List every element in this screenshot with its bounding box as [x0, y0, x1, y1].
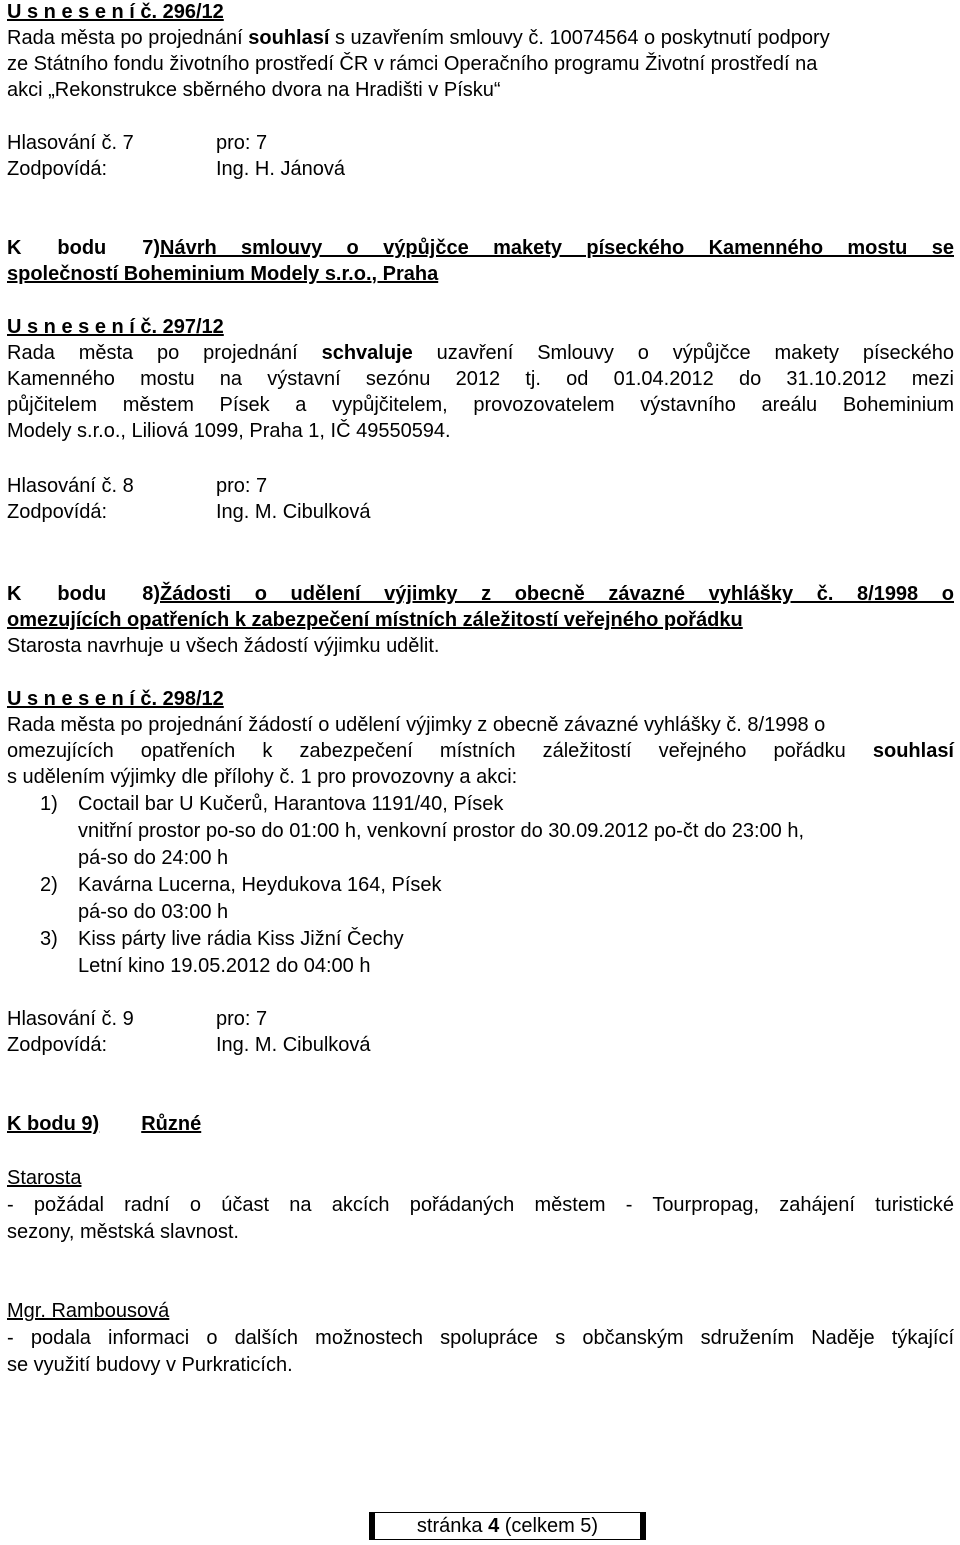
- resolution-297-line-4: Modely s.r.o., Liliová 1099, Praha 1, IČ 49550594.: [7, 420, 451, 442]
- responsible-line-8: [7, 499, 371, 525]
- vote-line-9: [7, 1006, 267, 1032]
- resolution-297-line-2: Kamenného mostu na výstavní sezónu 2012 tj. od 01.04.2012 do 31.10.2012 mezi: [7, 368, 954, 390]
- vote-line-7: [7, 130, 267, 156]
- list-item-1-detail-2: pá-so do 24:00 h: [78, 847, 229, 869]
- list-item-1: [40, 791, 503, 817]
- vote-label: Hlasování č. 8: [7, 475, 134, 497]
- vote-value: pro: 7: [216, 1008, 268, 1030]
- item-7-title-line-2: společností Boheminium Modely s.r.o., Praha: [7, 263, 439, 285]
- speaker-starosta-line-2: sezony, městská slavnost.: [7, 1221, 239, 1243]
- resolution-298-line-2: [7, 738, 954, 764]
- list-item-name: Coctail bar U Kučerů, Harantova 1191/40, Písek: [78, 793, 504, 815]
- list-item-1-detail-1: vnitřní prostor po-so do 01:00 h, venkovní prostor do 30.09.2012 po-čt do 23:00 h,: [78, 820, 805, 842]
- verb-souhlasi: souhlasí: [872, 740, 954, 762]
- footer-prefix: stránka: [416, 1515, 489, 1537]
- list-item-2-detail-1: pá-so do 03:00 h: [78, 901, 229, 923]
- resolution-297-line-1: [7, 340, 954, 366]
- list-item-3: [40, 926, 404, 952]
- footer-suffix: (celkem 5): [499, 1515, 599, 1537]
- text-span: Rada města po projednání: [7, 342, 322, 364]
- item-9-title-line: [7, 1111, 201, 1137]
- responsible-value: Ing. H. Jánová: [216, 158, 345, 180]
- responsible-label: Zodpovídá:: [7, 158, 108, 180]
- item-8-title: Žádosti o udělení výjimky z obecně závazné vyhlášky č. 8/1998 o: [160, 583, 954, 605]
- text-span: s uzavřením smlouvy č. 10074564 o poskytnutí podpory: [329, 27, 830, 49]
- item-8-title-line-2: omezujících opatřeních k zabezpečení místních záležitostí veřejného pořádku: [7, 609, 743, 631]
- list-item-3-detail-1: Letní kino 19.05.2012 do 04:00 h: [78, 955, 371, 977]
- item-8-note: Starosta navrhuje u všech žádostí výjimku udělit.: [7, 635, 440, 657]
- responsible-line-9: [7, 1032, 371, 1058]
- vote-label: Hlasování č. 9: [7, 1008, 134, 1030]
- resolution-297-heading: U s n e s e n í č. 297/12: [7, 316, 224, 338]
- verb-souhlasi: souhlasí: [248, 27, 330, 49]
- vote-value: pro: 7: [216, 475, 268, 497]
- list-number: 2): [40, 874, 58, 896]
- responsible-value: Ing. M. Cibulková: [216, 501, 371, 523]
- resolution-298-heading: U s n e s e n í č. 298/12: [7, 688, 224, 710]
- resolution-297-line-3: půjčitelem městem Písek a vypůjčitelem, provozovatelem výstavního areálu Boheminium: [7, 394, 954, 416]
- resolution-298-line-3: s udělením výjimky dle přílohy č. 1 pro provozovny a akci:: [7, 766, 518, 788]
- responsible-value: Ing. M. Cibulková: [216, 1034, 371, 1056]
- item-8-label: K bodu 8): [7, 583, 160, 605]
- speaker-rambousova-line-1: - podala informaci o dalších možnostech spolupráce s občanským sdružením Naděje týkající: [7, 1327, 954, 1349]
- vote-line-8: [7, 473, 267, 499]
- resolution-296-line-1: [7, 25, 830, 51]
- responsible-line-7: [7, 156, 345, 182]
- resolution-296-line-3: akci „Rekonstrukce sběrného dvora na Hradišti v Písku“: [7, 79, 501, 101]
- page-footer: [369, 1512, 646, 1540]
- item-7-title-line-1: [7, 235, 954, 261]
- speaker-rambousova-line-2: se využití budovy v Purkraticích.: [7, 1354, 293, 1376]
- text-span: omezujících opatřeních k zabezpečení místních záležitostí veřejného pořádku: [7, 740, 873, 762]
- verb-schvaluje: schvaluje: [321, 342, 413, 364]
- text-span: Rada města po projednání: [7, 27, 249, 49]
- vote-label: Hlasování č. 7: [7, 132, 134, 154]
- speaker-rambousova: Mgr. Rambousová: [7, 1300, 170, 1322]
- item-9-title: Různé: [141, 1113, 202, 1135]
- list-item-name: Kavárna Lucerna, Heydukova 164, Písek: [78, 874, 442, 896]
- list-number: 1): [40, 793, 58, 815]
- vote-value: pro: 7: [216, 132, 268, 154]
- list-number: 3): [40, 928, 58, 950]
- resolution-298-line-1: Rada města po projednání žádostí o udělení výjimky z obecně závazné vyhlášky č. 8/1998 o: [7, 714, 826, 736]
- responsible-label: Zodpovídá:: [7, 501, 108, 523]
- list-item-2: [40, 872, 442, 898]
- item-9-label: K bodu 9): [7, 1113, 100, 1135]
- item-8-title-line-1: [7, 581, 954, 607]
- page-number: 4: [488, 1515, 500, 1537]
- item-7-label: K bodu 7): [7, 237, 160, 259]
- resolution-296-heading: U s n e s e n í č. 296/12: [7, 1, 224, 23]
- list-item-name: Kiss párty live rádia Kiss Jižní Čechy: [78, 928, 404, 950]
- speaker-starosta: Starosta: [7, 1167, 82, 1189]
- text-span: uzavření Smlouvy o výpůjčce makety píseckého: [412, 342, 954, 364]
- resolution-296-line-2: ze Státního fondu životního prostředí ČR v rámci Operačního programu Životní prostředí na: [7, 53, 818, 75]
- item-7-title: Návrh smlouvy o výpůjčce makety píseckého Kamenného mostu se: [160, 237, 954, 259]
- responsible-label: Zodpovídá:: [7, 1034, 108, 1056]
- speaker-starosta-line-1: - požádal radní o účast na akcích pořádaných městem - Tourpropag, zahájení turistické: [7, 1194, 954, 1216]
